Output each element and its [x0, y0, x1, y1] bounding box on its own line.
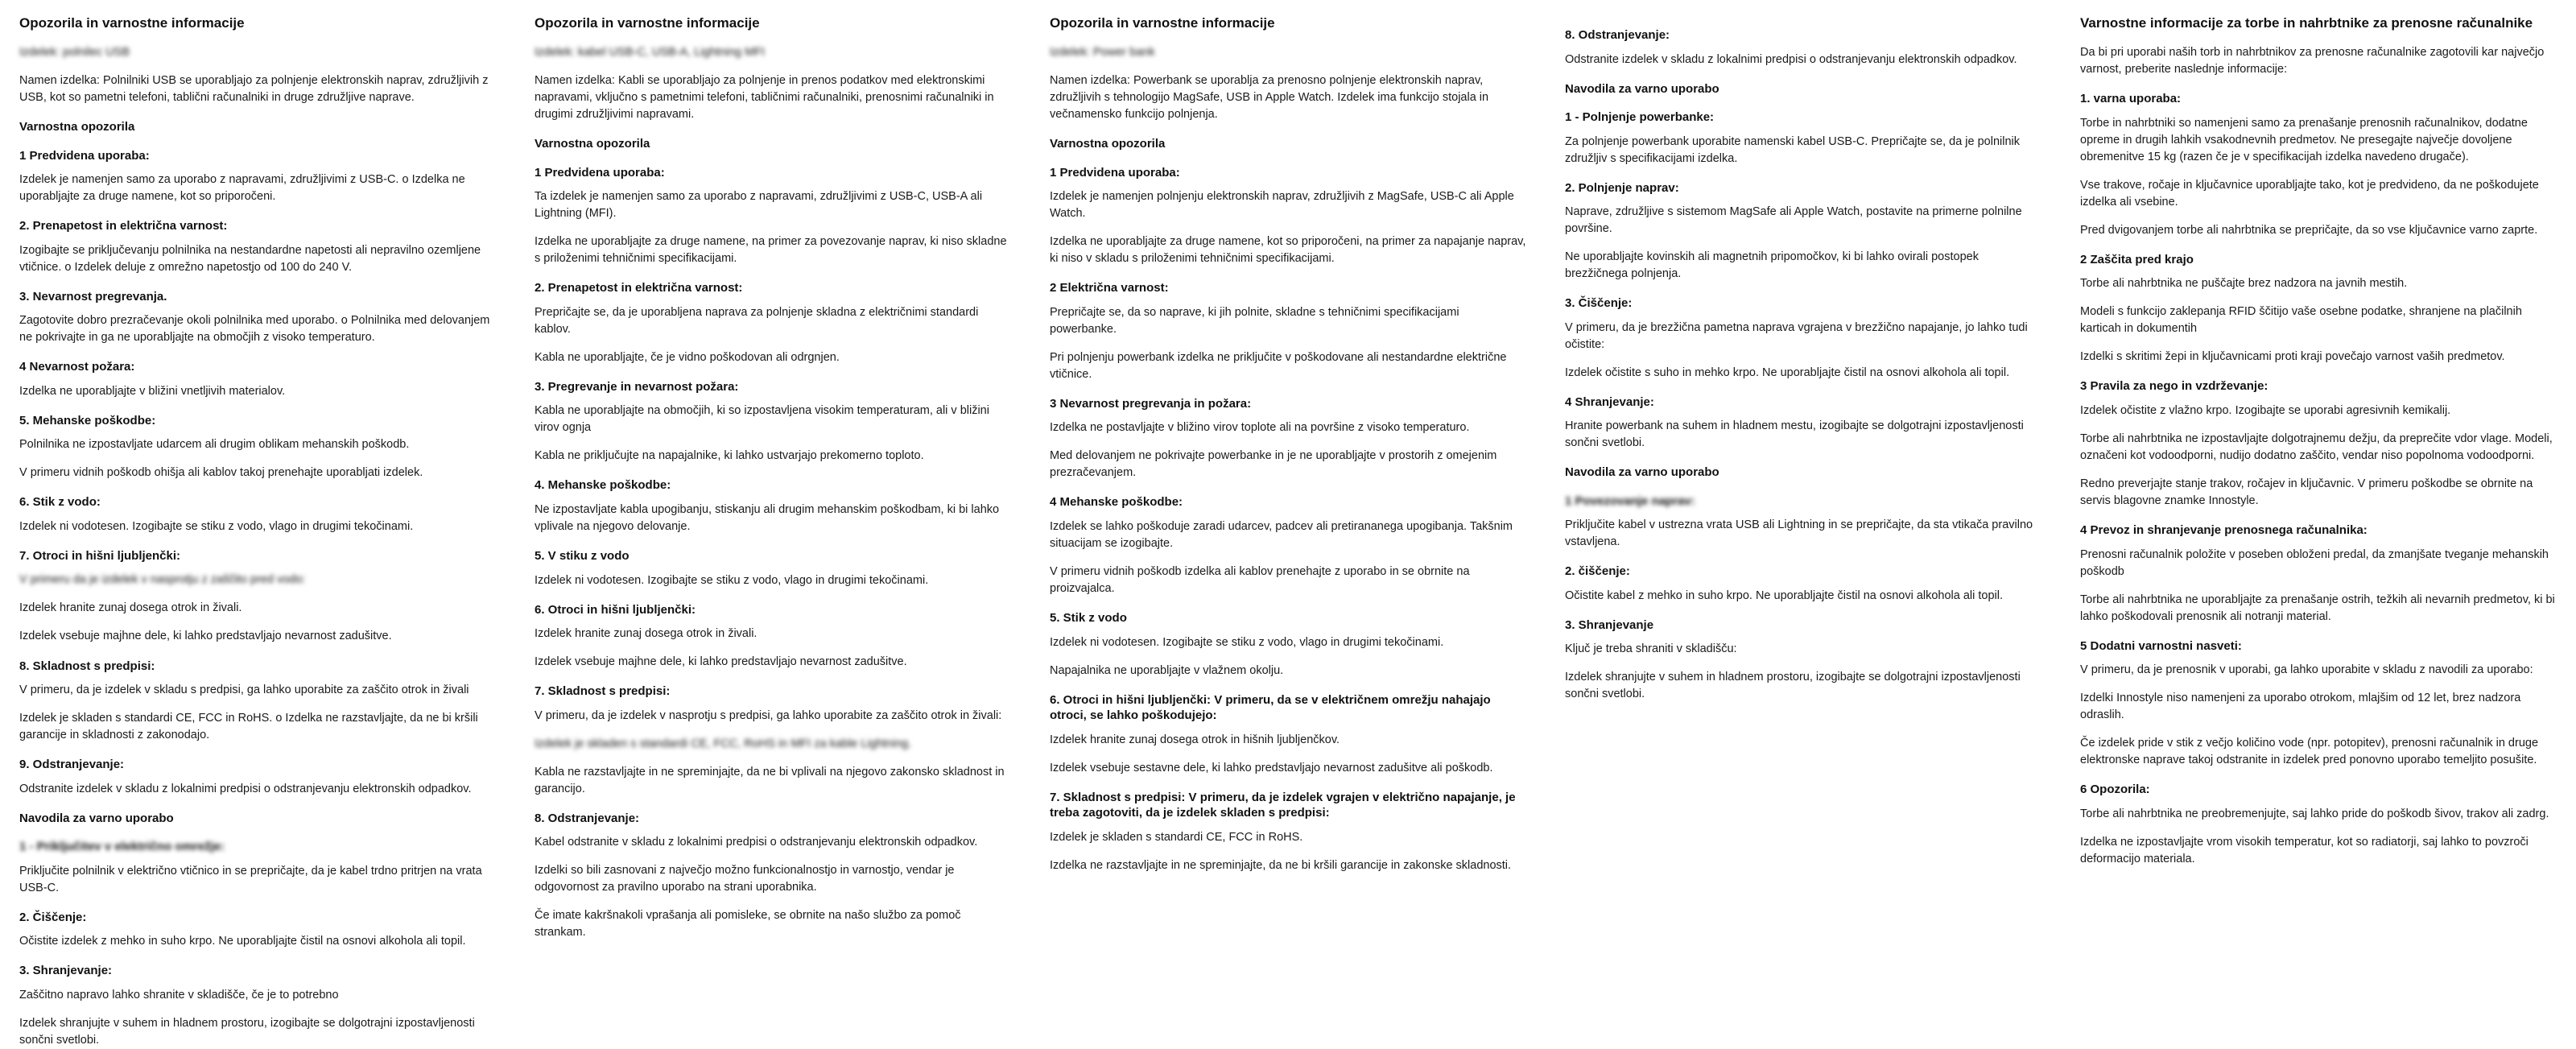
paragraph: Vse trakove, ročaje in ključavnice uporabljajte tako, kot je predvideno, da ne poškodujete izdelka ali vsebine.	[2080, 178, 2539, 209]
paragraph: Zagotovite dobro prezračevanje okoli polnilnika med uporabo. o Polnilnika med delovanjem ne pokrivajte in ga ne uporabljajte na območjih z visoko temperaturo.	[19, 314, 490, 345]
numbered-heading: 3. Shranjevanje:	[19, 964, 113, 978]
paragraph: Izdelek se lahko poškoduje zaradi udarcev, padcev ali pretirananega upogibanja. Takšnim situacijam se izogibajte.	[1050, 519, 1513, 550]
paragraph: Izdelek ni vodotesen. Izogibajte se stiku z vodo, vlago in drugimi tekočinami.	[19, 519, 414, 533]
paragraph: Pred dvigovanjem torbe ali nahrbtnika se prepričajte, da so vse ključavnice varno zaprte.	[2080, 223, 2538, 237]
paragraph: Med delovanjem ne pokrivajte powerbanke in je ne uporabljajte v prostorih z omejenim prezračevanjem.	[1050, 449, 1497, 480]
paragraph: Izdelek je skladen s standardi CE, FCC in RoHS.	[1050, 830, 1303, 844]
paragraph: Očistite kabel z mehko in suho krpo. Ne uporabljajte čistil na osnovi alkohola ali topil.	[1565, 589, 2004, 602]
numbered-heading: 1 Predvidena uporaba:	[19, 148, 150, 163]
paragraph: Izdelek shranjujte v suhem in hladnem prostoru, izogibajte se dolgotrajni izpostavljenosti sončni svetlobi.	[1565, 671, 2021, 701]
numbered-heading: 4 Nevarnost požara:	[19, 360, 135, 374]
paragraph: Torbe ali nahrbtnika ne preobremenjujte, saj lahko pride do poškodb šivov, trakov ali zadrg.	[2080, 807, 2549, 820]
paragraph: Namen izdelka: Polnilniki USB se uporabljajo za polnjenje elektronskih naprav, združljivih z USB, kot so pametni telefoni, tablični računalniki in druge združljive naprave.	[19, 74, 489, 105]
paragraph: Izdelek je namenjen polnjenju elektronskih naprav, združljivih z MagSafe, USB-C ali Apple Watch.	[1050, 190, 1514, 221]
numbered-heading: 1 Povezovanje naprav:	[1565, 494, 1695, 508]
paragraph: Izogibajte se priključevanju polnilnika na nestandardne napetosti ali nepravilno ozemljene vtičnice. o Izdelek deluje z omrežno napetostjo od 100 do 240 V.	[19, 243, 481, 274]
paragraph: Modeli s funkcijo zaklepanja RFID ščitijo vaše osebne podatke, shranjene na plačilnih karticah in dokumentih	[2080, 305, 2522, 336]
numbered-heading: 3. Čiščenje:	[1565, 296, 1633, 311]
paragraph: Izdelka ne uporabljajte v bližini vnetljivih materialov.	[19, 384, 286, 398]
numbered-heading: 4 Shranjevanje:	[1565, 394, 1654, 409]
numbered-heading: 6. Otroci in hišni ljubljenčki: V primeru, da se v električnem omrežju nahajajo otroci, se lahko poškodujejo:	[1050, 692, 1491, 723]
paragraph: Izdelek: Power bank	[1050, 46, 1155, 60]
paragraph: Kabla ne uporabljajte na območjih, ki so izpostavljena visokim temperaturam, ali v bližini virov ognja	[535, 404, 989, 435]
paragraph: Pri polnjenju powerbank izdelka ne priključite v poškodovane ali nestandardne električne vtičnice.	[1050, 350, 1507, 381]
paragraph: Izdelek ni vodotesen. Izogibajte se stiku z vodo, vlago in drugimi tekočinami.	[1050, 635, 1444, 649]
paragraph: Ne izpostavljate kabla upogibanju, stiskanju ali drugim mehanskim poškodbam, ki bi lahko vplivale na njegovo delovanje.	[535, 502, 1000, 533]
numbered-heading: 1 Predvidena uporaba:	[535, 165, 665, 180]
paragraph: Izdelka ne uporabljajte za druge namene, kot so priporočeni, na primer za napajanje naprav, ki niso v skladu s priloženimi tehničnimi specifikacijami.	[1050, 235, 1526, 266]
numbered-heading: 2. Prenapetost in električna varnost:	[19, 219, 228, 233]
numbered-heading: 4 Prevoz in shranjevanje prenosnega računalnika:	[2080, 523, 2368, 538]
numbered-heading: 7. Skladnost s predpisi: V primeru, da je izdelek vgrajen v električno napajanje, je treba zagotoviti, da je izdelek skladen s predpisi:	[1050, 790, 1516, 820]
paragraph: Izdelek: polnilec USB	[19, 46, 130, 60]
paragraph: Izdelek hranite zunaj dosega otrok in hišnih ljubljenčkov.	[1050, 733, 1340, 746]
paragraph: Naprave, združljive s sistemom MagSafe ali Apple Watch, postavite na primerne polnilne površine.	[1565, 205, 2022, 236]
paragraph: Torbe ali nahrbtnika ne puščajte brez nadzora na javnih mestih.	[2080, 277, 2408, 291]
paragraph: Odstranite izdelek v skladu z lokalnimi predpisi o odstranjevanju elektronskih odpadkov.	[19, 782, 472, 795]
paragraph: Prenosni računalnik položite v poseben obloženi predal, da zmanjšate tveganje mehanskih poškodb	[2080, 547, 2549, 578]
paragraph: Kabla ne priključujte na napajalnike, ki lahko ustvarjajo prekomerno toploto.	[535, 449, 924, 463]
numbered-heading: 2. čiščenje:	[1565, 564, 1630, 579]
numbered-heading: 2 Električna varnost:	[1050, 281, 1169, 295]
paragraph: Redno preverjajte stanje trakov, ročajev in ključavnic. V primeru poškodbe se obrnite na servis blagovne znamke Innostyle.	[2080, 477, 2533, 507]
paragraph: Torbe in nahrbtniki so namenjeni samo za prenašanje prenosnih računalnikov, dodatne opreme in drugih lahkih vsakodnevnih predmetov. Ne presegajte največje dovoljene obremenitve 15 kg (razen če je v specifikacijah izdelka navedeno drugače).	[2080, 116, 2528, 163]
numbered-heading: 4. Mehanske poškodbe:	[535, 478, 671, 493]
paragraph: Prepričajte se, da so naprave, ki jih polnite, skladne s tehničnimi specifikacijami powerbanke.	[1050, 305, 1459, 336]
paragraph: Kabel odstranite v skladu z lokalnimi predpisi o odstranjevanju elektronskih odpadkov.	[535, 836, 978, 849]
paragraph: Izdelek hranite zunaj dosega otrok in živali.	[19, 601, 242, 615]
paragraph: Izdelek je skladen s standardi CE, FCC in RoHS. o Izdelka ne razstavljajte, da ne bi kršili garancije in skladnosti z zakonodajo.	[19, 712, 478, 742]
paragraph: Izdelek vsebuje majhne dele, ki lahko predstavljajo nevarnost zadušitve.	[19, 630, 392, 643]
paragraph: Izdelek očistite z vlažno krpo. Izogibajte se uporabi agresivnih kemikalij.	[2080, 403, 2451, 417]
numbered-heading: 5. Stik z vodo	[1050, 611, 1127, 626]
numbered-heading: 4 Mehanske poškodbe:	[1050, 495, 1183, 510]
paragraph: Prepričajte se, da je uporabljena naprava za polnjenje skladna z električnimi standardi kablov.	[535, 305, 979, 336]
numbered-heading: 1 - Priključitev v električno omrežje:	[19, 840, 225, 854]
numbered-heading: 6. Otroci in hišni ljubljenčki:	[535, 602, 696, 617]
numbered-heading: 8. Skladnost s predpisi:	[19, 659, 155, 673]
numbered-heading: 3 Pravila za nego in vzdrževanje:	[2080, 379, 2268, 394]
numbered-heading: 3. Shranjevanje	[1565, 617, 1654, 632]
text-column-col-usb	[0, 14, 515, 1047]
paragraph: Izdelek ni vodotesen. Izogibajte se stiku z vodo, vlago in drugimi tekočinami.	[535, 573, 929, 587]
paragraph: Izdelka ne razstavljajte in ne spreminjajte, da ne bi kršili garancije in zakonske skladnosti.	[1050, 858, 1512, 872]
numbered-heading: 8. Odstranjevanje:	[1565, 28, 1670, 42]
text-column-col-backpack	[2061, 14, 2576, 1006]
paragraph: Izdelka ne izpostavljajte vrom visokih temperatur, kot so radiatorji, saj lahko to povzroči deformacijo materiala.	[2080, 835, 2529, 865]
paragraph: Polnilnika ne izpostavljate udarcem ali drugim oblikam mehanskih poškodb.	[19, 438, 410, 452]
numbered-heading: 1. varna uporaba:	[2080, 92, 2182, 106]
paragraph: Ne uporabljajte kovinskih ali magnetnih pripomočkov, ki bi lahko ovirali postopek brezžičnega polnjenja.	[1565, 250, 1979, 281]
paragraph: Za polnjenje powerbank uporabite namenski kabel USB-C. Prepričajte se, da je polnilnik združljiv s specifikacijami izdelka.	[1565, 134, 2021, 165]
paragraph: Ključ je treba shraniti v skladišču:	[1565, 642, 1737, 656]
paragraph: Torbe ali nahrbtnika ne uporabljajte za prenašanje ostrih, težkih ali nevarnih predmetov, ki bi lahko poškodovali prenosnik ali notranji material.	[2080, 593, 2555, 623]
section-heading: Opozorila in varnostne informacije	[19, 15, 245, 31]
section-heading: Opozorila in varnostne informacije	[535, 15, 760, 31]
paragraph: Napajalnika ne uporabljajte v vlažnem okolju.	[1050, 663, 1284, 677]
paragraph: Namen izdelka: Powerbank se uporablja za prenosno polnjenje elektronskih naprav, združljivih s tehnologijo MagSafe, USB in Apple Watch. Izdelek ima funkcijo stojala in večnamensko funkcijo polnjenja.	[1050, 74, 1489, 122]
paragraph: Izdelka ne uporabljajte za druge namene, na primer za povezovanje naprav, ki niso skladne s priloženimi tehničnimi specifikacijami.	[535, 235, 1007, 266]
paragraph: Kabla ne razstavljajte in ne spreminjajte, da ne bi vplivali na njegovo zakonsko skladnost in garancijo.	[535, 765, 1005, 795]
section-heading: Opozorila in varnostne informacije	[1050, 15, 1275, 31]
section-subheading: Varnostna opozorila	[535, 137, 650, 151]
numbered-heading: 7. Skladnost s predpisi:	[535, 684, 671, 699]
paragraph: V primeru, da je prenosnik v uporabi, ga lahko uporabite v skladu z navodili za uporabo:	[2080, 663, 2533, 677]
section-subheading: Varnostna opozorila	[1050, 137, 1166, 151]
paragraph: V primeru, da je izdelek v skladu s predpisi, ga lahko uporabite za zaščito otrok in živali	[19, 684, 469, 696]
numbered-heading: 8. Odstranjevanje:	[535, 811, 640, 825]
paragraph: Ta izdelek je namenjen samo za uporabo z napravami, združljivimi z USB-C, USB-A ali Lightning (MFI).	[535, 190, 983, 221]
numbered-heading: 9. Odstranjevanje:	[19, 758, 125, 772]
numbered-heading: 2. Polnjenje naprav:	[1565, 180, 1679, 195]
numbered-heading: 2. Čiščenje:	[19, 910, 87, 924]
paragraph: Izdelek vsebuje majhne dele, ki lahko predstavljajo nevarnost zadušitve.	[535, 655, 907, 669]
paragraph: V primeru da je izdelek v nasprotju z zaščito pred vodo:	[19, 573, 306, 587]
paragraph: Izdelek hranite zunaj dosega otrok in živali.	[535, 627, 758, 641]
text-column-col-powerbank	[1030, 14, 1546, 1006]
paragraph: Očistite izdelek z mehko in suho krpo. Ne uporabljajte čistil na osnovi alkohola ali topil.	[19, 935, 466, 948]
numbered-heading: 1 Predvidena uporaba:	[1050, 165, 1180, 180]
numbered-heading: 3. Pregrevanje in nevarnost požara:	[535, 379, 739, 394]
paragraph: Namen izdelka: Kabli se uporabljajo za polnjenje in prenos podatkov med elektronskimi napravami, vključno s pametnimi telefoni, tabličnimi računalniki, prenosnimi računalniki in drugimi združljivimi napravami.	[535, 74, 994, 122]
paragraph: V primeru, da je izdelek v nasprotju s predpisi, ga lahko uporabite za zaščito otrok in živali:	[535, 708, 1002, 722]
numbered-heading: 7. Otroci in hišni ljubljenčki:	[19, 548, 181, 563]
paragraph: Zaščitno napravo lahko shranite v skladišče, če je to potrebno	[19, 988, 339, 1002]
section-heading: Varnostne informacije za torbe in nahrbtnike za prenosne računalnike	[2080, 15, 2533, 31]
paragraph: V primeru vidnih poškodb izdelka ali kablov prenehajte z uporabo in se obrnite na proizvajalca.	[1050, 565, 1470, 596]
paragraph: V primeru vidnih poškodb ohišja ali kablov takoj prenehajte uporabljati izdelek.	[19, 466, 423, 480]
numbered-heading: 2. Prenapetost in električna varnost:	[535, 281, 743, 295]
paragraph: Torbe ali nahrbtnika ne izpostavljajte dolgotrajnemu dežju, da preprečite vdor vlage. Modeli, označeni kot vodoodporni, nudijo dodatno zaščito, vendar niso popolnoma vodoodporni.	[2080, 432, 2553, 462]
numbered-heading: 5. V stiku z vodo	[535, 549, 630, 563]
paragraph: Izdelek shranjujte v suhem in hladnem prostoru, izogibajte se dolgotrajni izpostavljenosti sončni svetlobi.	[19, 1016, 475, 1047]
paragraph: Izdelek je skladen s standardi CE, FCC, RoHS in MFI za kable Lightning.	[535, 737, 912, 750]
numbered-heading: 5 Dodatni varnostni nasveti:	[2080, 638, 2242, 653]
paragraph: Izdelek: kabel USB-C, USB-A, Lightning MFI	[535, 46, 766, 60]
paragraph: Izdelka ne postavljajte v bližino virov toplote ali na površine z visoko temperaturo.	[1050, 421, 1470, 435]
numbered-heading: 5. Mehanske poškodbe:	[19, 413, 156, 427]
paragraph: Da bi pri uporabi naših torb in nahrbtnikov za prenosne računalnike zagotovili kar največjo varnost, preberite naslednje informacije:	[2080, 46, 2545, 76]
paragraph: Hranite powerbank na suhem in hladnem mestu, izogibajte se dolgotrajni izpostavljenosti sončni svetlobi.	[1565, 419, 2024, 450]
section-subheading: Varnostna opozorila	[19, 120, 135, 134]
paragraph: Izdelek vsebuje sestavne dele, ki lahko predstavljajo nevarnost zadušitve ali poškodb.	[1050, 761, 1493, 774]
paragraph: Odstranite izdelek v skladu z lokalnimi predpisi o odstranjevanju elektronskih odpadkov.	[1565, 52, 2017, 66]
paragraph: Izdelki so bili zasnovani z največjo možno funkcionalnostjo in varnostjo, vendar je odgovornost za pravilno uporabo na strani uporabnika.	[535, 864, 955, 894]
paragraph: Priključite kabel v ustrezna vrata USB ali Lightning in se prepričajte, da sta vtikača pravilno vstavljena.	[1565, 518, 2033, 549]
paragraph: Priključite polnilnik v električno vtičnico in se prepričajte, da je kabel trdno pritrjen na vrata USB-C.	[19, 864, 482, 894]
numbered-heading: 2 Zaščita pred krajo	[2080, 252, 2194, 266]
numbered-heading: 3 Nevarnost pregrevanja in požara:	[1050, 396, 1252, 411]
paragraph: Izdelki Innostyle niso namenjeni za uporabo otrokom, mlajšim od 12 let, brez nadzora odraslih.	[2080, 692, 2521, 722]
text-column-col-lightning	[515, 14, 1030, 1006]
paragraph: V primeru, da je brezžična pametna naprava vgrajena v brezžično napajanje, jo lahko tudi očistite:	[1565, 320, 2028, 351]
numbered-heading: 3. Nevarnost pregrevanja.	[19, 289, 167, 304]
section-subheading: Navodila za varno uporabo	[1565, 465, 1719, 480]
text-column-col-cleaning	[1546, 14, 2061, 1006]
paragraph: Izdelki s skritimi žepi in ključavnicami proti kraji povečajo varnost vaših predmetov.	[2080, 350, 2505, 364]
section-subheading: Navodila za varno uporabo	[19, 811, 174, 825]
numbered-heading: 1 - Polnjenje powerbanke:	[1565, 110, 1715, 125]
numbered-heading: 6. Stik z vodo:	[19, 495, 101, 510]
numbered-heading: 6 Opozorila:	[2080, 783, 2150, 797]
paragraph: Če imate kakršnakoli vprašanja ali pomisleke, se obrnite na našo službo za pomoč strankam.	[535, 909, 961, 940]
paragraph: Izdelek očistite s suho in mehko krpo. Ne uporabljajte čistil na osnovi alkohola ali topil.	[1565, 365, 2010, 379]
paragraph: Izdelek je namenjen samo za uporabo z napravami, združljivimi z USB-C. o Izdelka ne uporabljajte za druge namene, kot so priporočeni.	[19, 173, 465, 204]
paragraph: Kabla ne uporabljajte, če je vidno poškodovan ali odrgnjen.	[535, 350, 840, 364]
paragraph: Če izdelek pride v stik z večjo količino vode (npr. potopitev), prenosni računalnik in druge elektronske naprave takoj odstranite in izdelek pred ponovno uporabo temeljito posušite.	[2080, 737, 2539, 767]
section-subheading: Navodila za varno uporabo	[1565, 81, 1719, 96]
